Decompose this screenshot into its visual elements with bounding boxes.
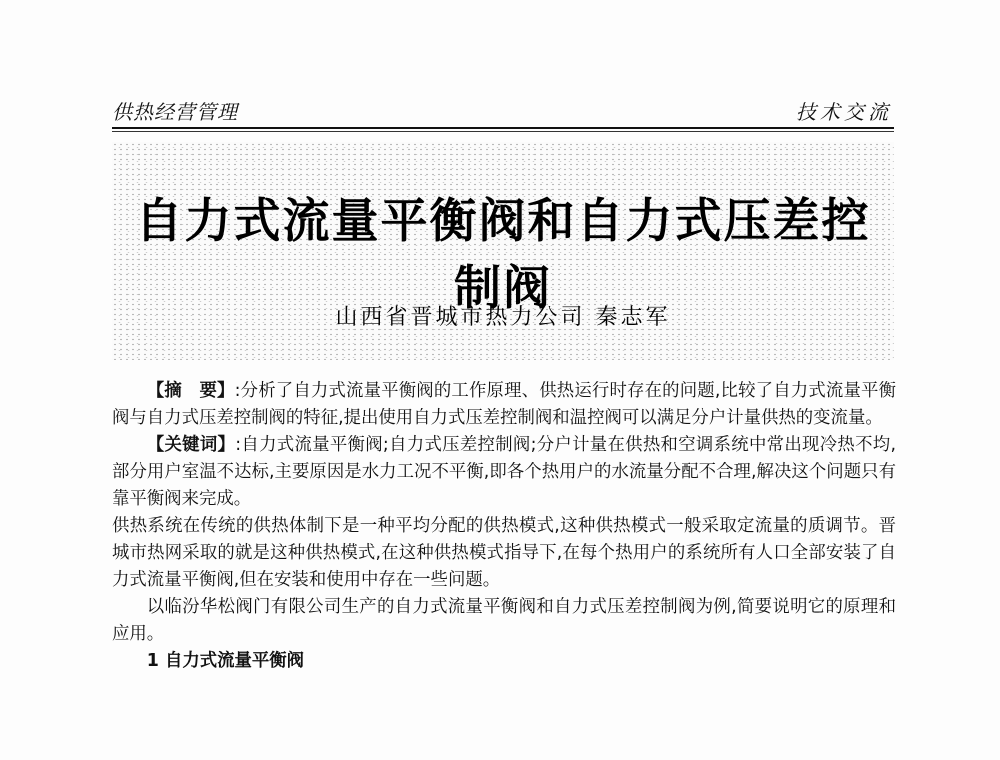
header-rule-thin — [112, 131, 894, 132]
section-heading: 1 自力式流量平衡阀 — [146, 651, 305, 671]
article-title: 自力式流量平衡阀和自力式压差控制阀 — [135, 194, 871, 316]
header-rule — [112, 127, 894, 129]
abstract-text: :分析了自力式流量平衡阀的工作原理、供热运行时存在的问题,比较了自力式流量平衡阀与自力式压差控制阀的特征,提出使用自力式压差控制阀和温控阀可以满足分户计量供热的变流量。 — [112, 381, 896, 428]
journal-section-name: 供热经营管理 — [112, 100, 238, 124]
column-name: 技术交流 — [796, 100, 892, 124]
body-paragraph-2: 以临汾华松阀门有限公司生产的自力式流量平衡阀和自力式压差控制阀为例,简要说明它的原理和应用。 — [112, 597, 896, 644]
keywords-text: :自力式流量平衡阀;自力式压差控制阀;分户计量在供热和空调系统中常出现冷热不均,部分用户室温不达标,主要原因是水力工况不平衡,即各个热用户的水流量分配不合理,解决这个问题只有靠平衡阀来完成。 — [112, 435, 896, 509]
abstract-label: 【摘 要】 — [146, 381, 235, 401]
author-line: 山西省晋城市热力公司 秦志军 — [335, 305, 671, 330]
keywords-label: 【关键词】 — [146, 435, 236, 455]
abstract-paragraph — [112, 378, 896, 432]
body-paragraph-1: 供热系统在传统的供热体制下是一种平均分配的供热模式,这种供热模式一般采取定流量的质调节。晋城市热网采取的就是这种供热模式,在这种供热模式指导下,在每个热用户的系统所有人口全部安装了自力式流量平衡阀,但在安装和使用中存在一些问题。 — [112, 516, 896, 590]
keywords-paragraph — [112, 432, 896, 513]
article-body — [112, 378, 896, 675]
